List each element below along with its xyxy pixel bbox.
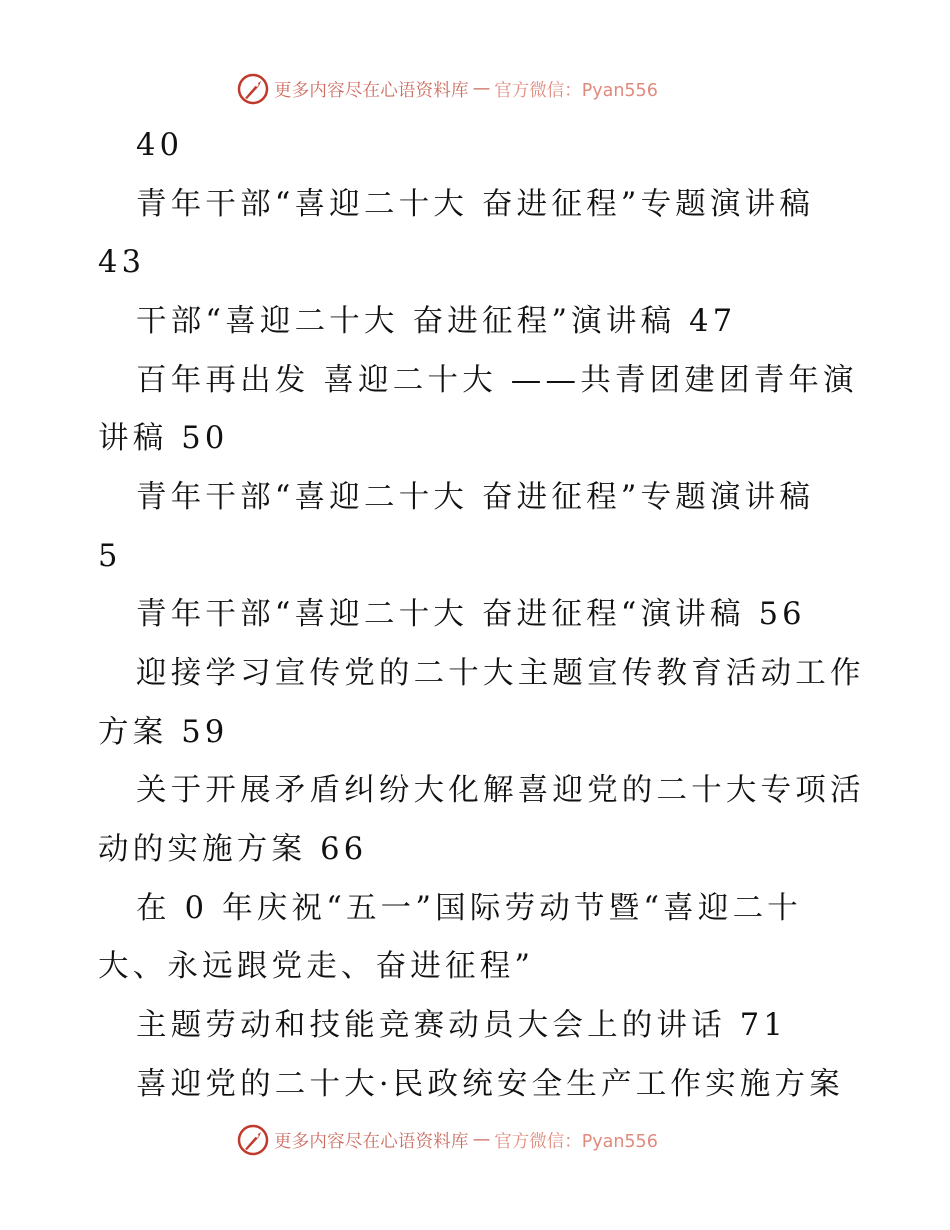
toc-line-title: 青年干部“喜迎二十大 奋进征程“演讲稿 56 bbox=[136, 597, 806, 632]
toc-line-title: 青年干部“喜迎二十大 奋进征程”专题演讲稿 bbox=[136, 187, 815, 222]
pen-nib-logo-icon bbox=[236, 1123, 270, 1157]
toc-line-title: 喜迎党的二十大·民政统安全生产工作实施方案 bbox=[136, 1067, 844, 1102]
watermark-wechat: 官方微信：Pyan556 bbox=[494, 1131, 658, 1152]
toc-line-title: 迎接学习宣传党的二十大主题宣传教育活动工作 bbox=[136, 656, 865, 691]
toc-line-title: 青年干部“喜迎二十大 奋进征程”专题演讲稿 bbox=[136, 480, 815, 515]
footer-watermark bbox=[236, 1123, 658, 1157]
toc-line-title: 关于开展矛盾纠纷大化解喜迎党的二十大专项活 bbox=[136, 773, 865, 808]
header-watermark bbox=[236, 72, 658, 106]
toc-line-title: 在 0 年庆祝“五一”国际劳动节暨“喜迎二十 bbox=[136, 891, 802, 926]
toc-line-page-number: 5 bbox=[98, 539, 122, 574]
watermark-separator: — bbox=[472, 1130, 491, 1150]
toc-line-continuation: 方案 59 bbox=[98, 715, 229, 750]
toc-line-continuation: 动的实施方案 66 bbox=[98, 832, 368, 867]
toc-line-title: 干部“喜迎二十大 奋进征程”演讲稿 47 bbox=[136, 304, 737, 339]
pen-nib-logo-icon bbox=[236, 72, 270, 106]
toc-line-title: 主题劳动和技能竞赛动员大会上的讲话 71 bbox=[136, 1008, 788, 1043]
watermark-text: 更多内容尽在心语资料库 bbox=[274, 1131, 469, 1152]
watermark-text: 更多内容尽在心语资料库 bbox=[274, 80, 469, 101]
watermark-wechat: 官方微信：Pyan556 bbox=[494, 80, 658, 101]
toc-line-continuation: 大、永远跟党走、奋进征程” bbox=[98, 949, 535, 984]
toc-line-continuation: 讲稿 50 bbox=[98, 421, 229, 456]
toc-line-title: 百年再出发 喜迎二十大 ——共青团建团青年演 bbox=[136, 363, 858, 398]
watermark-separator: — bbox=[472, 79, 491, 99]
toc-line-page-number: 40 bbox=[136, 128, 184, 163]
toc-line-page-number: 43 bbox=[98, 245, 146, 280]
